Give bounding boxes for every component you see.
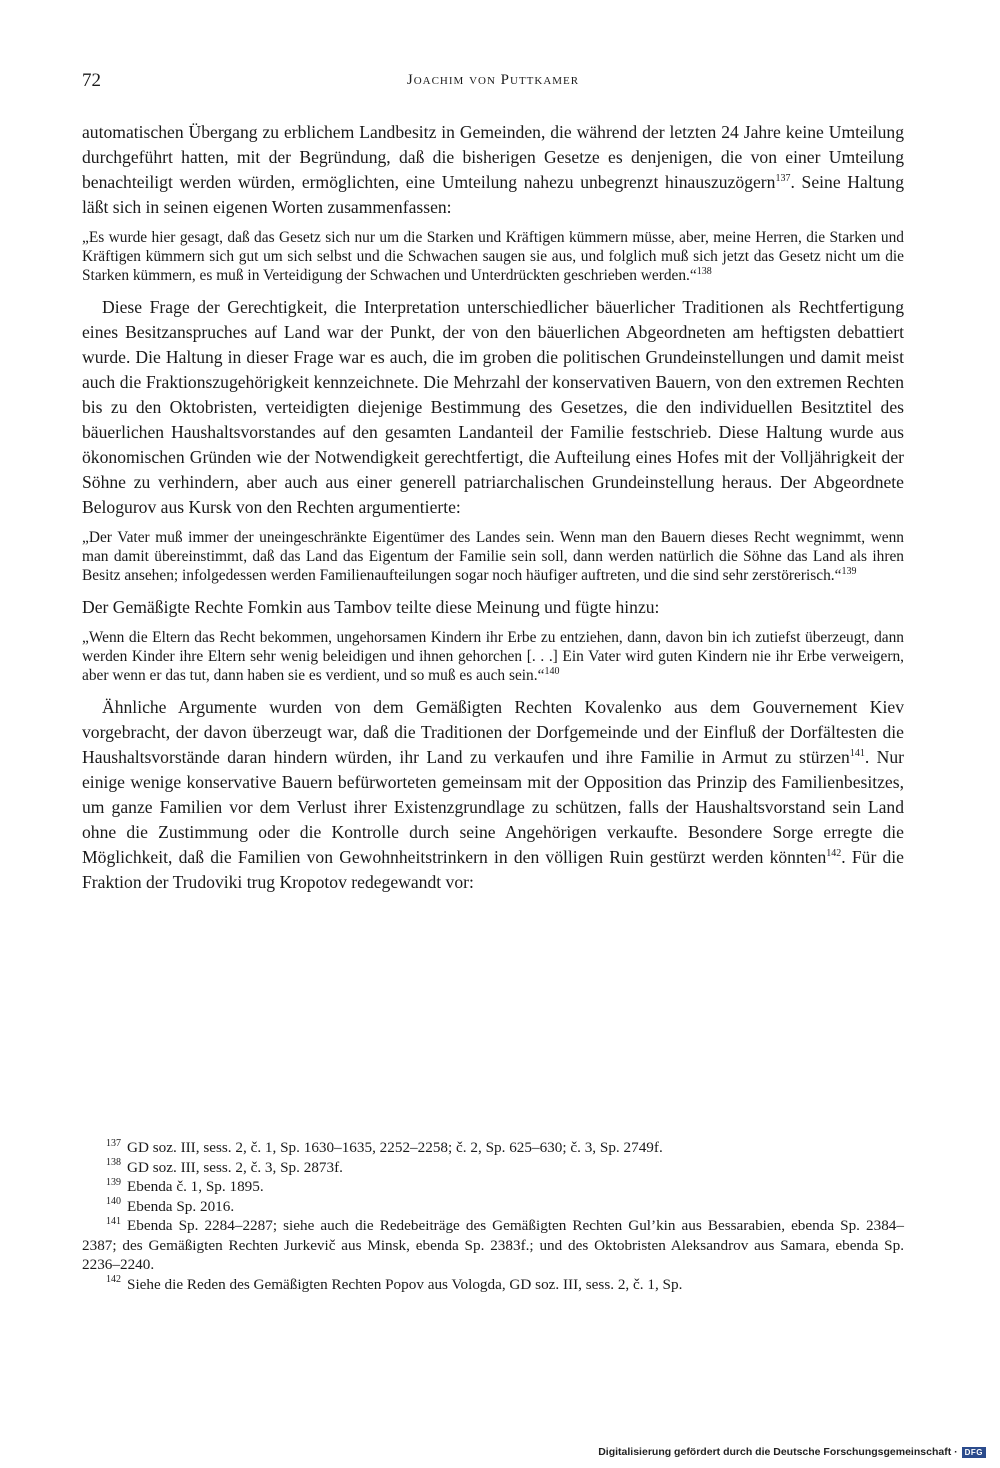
footnotes — [82, 1138, 904, 1294]
block-quote-3: „Wenn die Eltern das Recht bekommen, ungehorsamen Kindern ihr Erbe zu entziehen, dann, davon bin ich zutiefst überzeugt, dann werden Kinder ihre Eltern sehr wenig beleidigen und ihnen gehorchen [. . .] Ein Vater wird guten Kindern nie ihr Erbe verweigern, aber wenn er das tut, dann haben sie es verdient, und so muß es auch sein.“$^{140}$ — [82, 629, 904, 684]
footnote-142: $^{142}$ Siehe die Reden des Gemäßigten Rechten Popov aus Vologda, GD soz. III, sess. 2, č. 1, Sp. — [106, 1274, 683, 1293]
paragraph-4: Ähnliche Argumente wurden von dem Gemäßigten Rechten Kovalenko aus dem Gouvernement Kiev vorgebracht, der davon überzeugt war, daß die Traditionen der Dorfgemeinde und der Einfluß der Dorfältesten die Haushaltsvorstände daran hindern würden, ihr Land zu verkaufen und ihre Familie in Armut zu stürzen$^{141}$. Nur einige wenige konservative Bauern befürworteten gemeinsam mit der Opposition das Prinzip des Familienbesitzes, um ganze Familien vor dem Verlust ihrer Existenzgrundlage zu schützen, falls der Haushaltsvorstand sein Land ohne die Zustimmung oder die Kontrolle durch seine Angehörigen verkaufte. Besondere Sorge erregte die Möglichkeit, daß die Familien von Gewohnheitstrinkern in den völligen Ruin gestürzt werden könnten$^{142}$. Für die Fraktion der Trudoviki trug Kropotov redegewandt vor: — [82, 697, 904, 892]
dfg-credit-text: Digitalisierung gefördert durch die Deutsche Forschungsgemeinschaft · — [598, 1446, 958, 1458]
page-header — [82, 70, 904, 94]
footnote-138: $^{138}$ GD soz. III, sess. 2, č. 3, Sp. 2873f. — [106, 1157, 343, 1176]
page-number: 72 — [82, 70, 101, 91]
paragraph-1: automatischen Übergang zu erblichem Landbesitz in Gemeinden, die während der letzten 24 Jahre keine Umteilung durchgeführt hatten, mit der Begründung, daß die bisherigen Gesetze es denjenigen, die von einer Umteilung benachteiligt werden würden, ermöglichten, eine Umteilung nahezu unbegrenzt hinauszuzögern$^{137}$. Seine Haltung läßt sich in seinen eigenen Worten zusammenfassen: — [82, 122, 904, 217]
footnote-141: $^{141}$ Ebenda Sp. 2284–2287; siehe auch die Redebeiträge des Gemäßigten Rechten Gul’kin aus Bessarabien, ebenda Sp. 2384–2387; des Gemäßigten Rechten Jurkevič aus Minsk, ebenda Sp. 2383f.; und des Oktobristen Aleksandrov aus Samara, ebenda Sp. 2236–2240. — [82, 1215, 904, 1273]
footnote-140: $^{140}$ Ebenda Sp. 2016. — [106, 1196, 235, 1215]
block-quote-2: „Der Vater muß immer der uneingeschränkte Eigentümer des Landes sein. Wenn man den Bauern dieses Recht wegnimmt, wenn man damit übereinstimmt, daß das Land das Eigentum der Familie sein soll, dann werden natürlich die Söhne das Land als ihren Besitz ansehen; infolgedessen werden Familienaufteilungen sogar noch häufiger auftreten, und die sind sehr zerstörerisch.“$^{139}$ — [82, 529, 904, 584]
footnote-ref-142[interactable]: 142 — [826, 848, 842, 860]
dfg-credit — [598, 1446, 986, 1458]
footnote-ref-141[interactable]: 141 — [849, 748, 865, 760]
footnote-ref-137[interactable]: 137 — [775, 173, 791, 185]
block-quote-1: „Es wurde hier gesagt, daß das Gesetz sich nur um die Starken und Kräftigen kümmern müsse, aber, meine Herren, die Starken und Kräftigen kümmern sich gut um sich selbst und die Schwachen saugen sie aus, und folglich muß sich jetzt das Gesetz nicht um die Starken kümmern, es muß in Verteidigung der Schwachen und Unterdrückten geschrieben werden.“$^{138}$ — [82, 229, 904, 284]
dfg-logo: DFG — [962, 1447, 986, 1458]
footnote-ref-139[interactable]: 139 — [841, 565, 857, 577]
footnote-ref-138[interactable]: 138 — [696, 265, 712, 277]
footnote-137: $^{137}$ GD soz. III, sess. 2, č. 1, Sp. 1630–1635, 2252–2258; č. 2, Sp. 625–630; č. 3, Sp. 2749f. — [106, 1137, 663, 1156]
main-text — [82, 120, 904, 895]
paragraph-3: Der Gemäßigte Rechte Fomkin aus Tambov teilte diese Meinung und fügte hinzu: — [82, 597, 660, 617]
running-head: Joachim von Puttkamer — [406, 72, 580, 88]
footnote-139: $^{139}$ Ebenda č. 1, Sp. 1895. — [106, 1176, 264, 1195]
footnote-ref-140[interactable]: 140 — [544, 665, 560, 677]
paragraph-2: Diese Frage der Gerechtigkeit, die Interpretation unterschiedlicher bäuerlicher Traditionen als Rechtfertigung eines Besitzanspruches auf Land war der Punkt, der von den bäuerlichen Abgeordneten am heftigsten debattiert wurde. Die Haltung in dieser Frage war es auch, die im groben die politischen Grundeinstellungen und damit meist auch die Fraktionszugehörigkeit kennzeichnete. Die Mehrzahl der konservativen Bauern, von den extremen Rechten bis zu den Oktobristen, verteidigten diejenige Bestimmung des Gesetzes, die den individuellen Besitztitel des bäuerlichen Haushaltsvorstandes auf den gesamten Landanteil der Familie festschrieb. Diese Haltung wurde aus ökonomischen Gründen wie der Notwendigkeit gerechtfertigt, die Aufteilung eines Hofes mit der Volljährigkeit der Söhne zu verhindern, aber auch aus einer generell patriarchalischen Grundeinstellung heraus. Der Abgeordnete Belogurov aus Kursk von den Rechten argumentierte: — [82, 297, 904, 517]
